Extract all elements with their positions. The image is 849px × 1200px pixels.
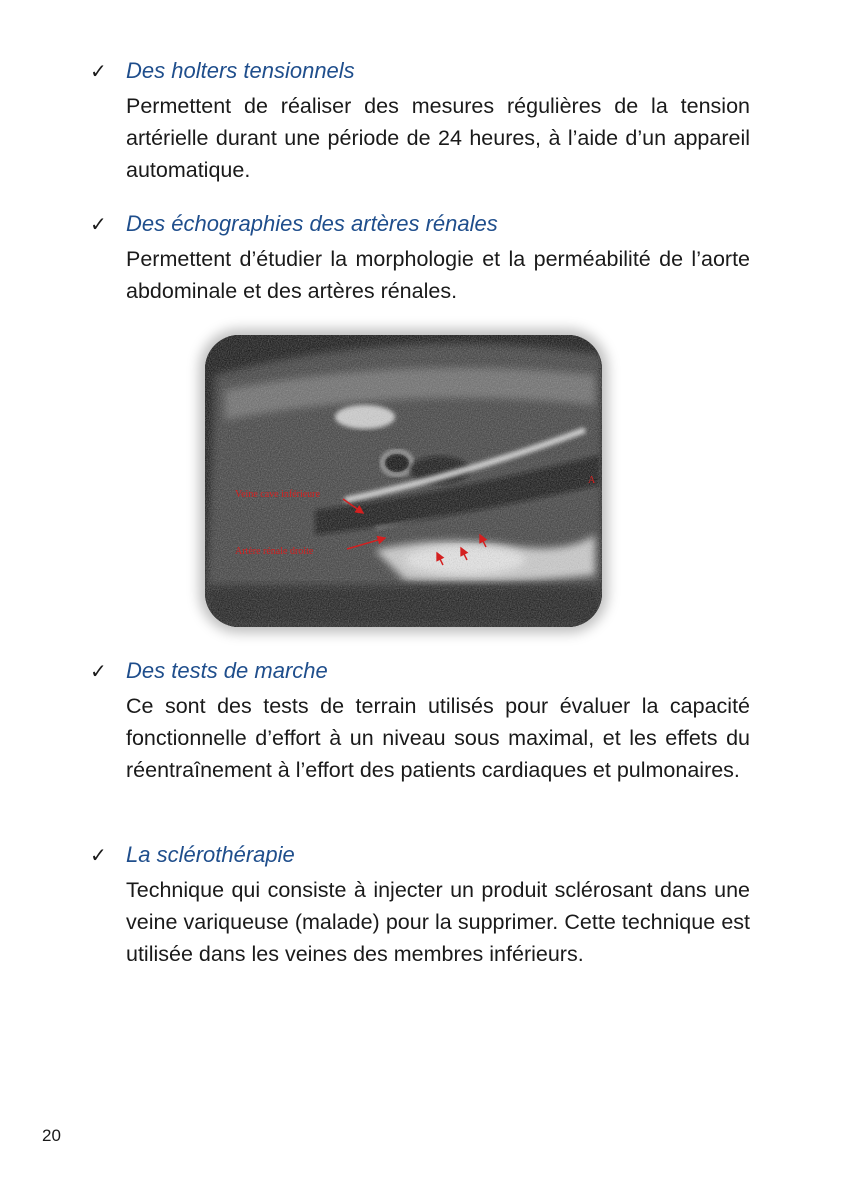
section-title: La sclérothérapie	[126, 842, 295, 867]
section-heading	[90, 211, 750, 243]
section-text: Permettent d’étudier la morphologie et la perméabilité de l’aorte abdominale et des artères rénales.	[126, 247, 750, 303]
section-title: Des tests de marche	[126, 658, 328, 683]
ultrasound-image	[205, 335, 602, 627]
label-artere-renale: Artère rénale droite	[235, 546, 314, 557]
page-number: 20	[42, 1126, 61, 1145]
section-title: Des holters tensionnels	[126, 58, 355, 83]
section-heading	[90, 58, 750, 90]
check-mark-icon: ✓	[90, 59, 107, 83]
section-heading	[90, 842, 750, 874]
check-mark-icon: ✓	[90, 659, 107, 683]
section-tests-marche	[90, 658, 750, 786]
section-echographies	[90, 211, 750, 307]
section-text: Ce sont des tests de terrain utilisés pour évaluer la capacité fonctionnelle d’effort à un niveau sous maximal, et les effets du réentraînement à l’effort des patients cardiaques et pulmonaires.	[126, 694, 750, 782]
check-mark-icon: ✓	[90, 843, 107, 867]
check-mark-icon: ✓	[90, 212, 107, 236]
section-text: Technique qui consiste à injecter un produit sclérosant dans une veine variqueuse (malade) pour la supprimer. Cette technique est utilisée dans les veines des membres inférieurs.	[126, 878, 750, 966]
section-text: Permettent de réaliser des mesures régulières de la tension artérielle durant une période de 24 heures, à l’aide d’un appareil automatique.	[126, 94, 750, 182]
section-sclerotherapie	[90, 842, 750, 970]
label-edge: A	[588, 475, 596, 486]
label-veine-cave: Veine cave inférieure	[235, 489, 320, 500]
section-heading	[90, 658, 750, 690]
section-holters	[90, 58, 750, 186]
section-title: Des échographies des artères rénales	[126, 211, 498, 236]
